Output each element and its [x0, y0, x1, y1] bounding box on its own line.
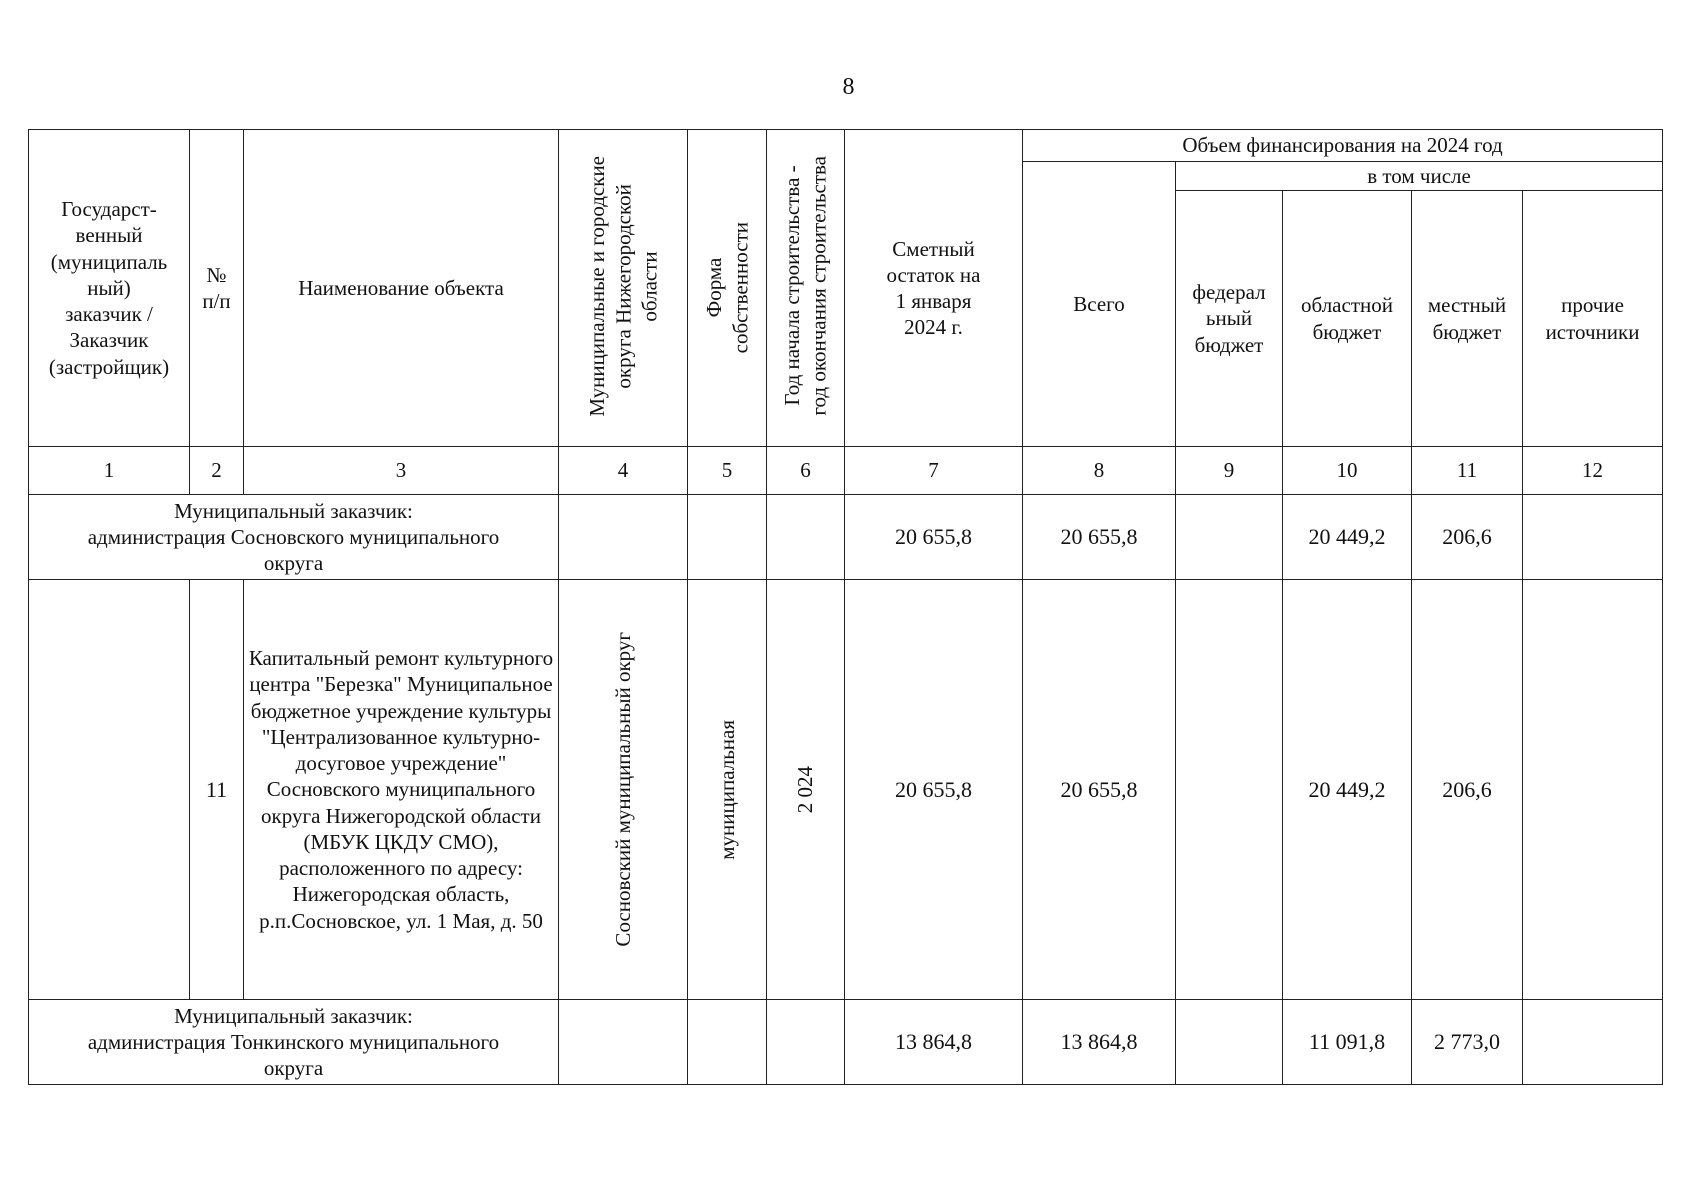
column-number: 9 — [1176, 447, 1283, 495]
empty-cell — [559, 495, 688, 580]
object-name: Капитальный ремонт культурного центра "Березка" Муниципальное бюджетное учреждение культуры "Централизованное культурно-досуговое учреждение" Сосновского муниципального округа Нижегородской области (МБУК ЦКДУ СМО), расположенного по адресу: Нижегородская область, р.п.Сосновское, ул. 1 Мая, д. 50 — [244, 580, 559, 1000]
customer-group-row — [29, 495, 1663, 580]
header-districts — [559, 130, 688, 447]
column-number: 8 — [1023, 447, 1176, 495]
header-local: местный бюджет — [1412, 191, 1523, 447]
empty-cell — [767, 1000, 845, 1085]
page-number: 8 — [842, 74, 855, 100]
total-value: 13 864,8 — [1023, 1000, 1176, 1085]
object-district — [559, 580, 688, 1000]
column-number: 3 — [244, 447, 559, 495]
header-districts-text: Муниципальные и городские округа Нижегородской области — [584, 155, 662, 417]
customer-group-row — [29, 1000, 1663, 1085]
column-number-row — [29, 447, 1663, 495]
header-years-text: Год начала строительства - год окончания строительства — [780, 156, 831, 416]
column-number: 1 — [29, 447, 190, 495]
header-other: прочие источники — [1523, 191, 1663, 447]
estimated-balance-value: 20 655,8 — [845, 580, 1023, 1000]
other-value — [1523, 1000, 1663, 1085]
header-estimated-balance: Сметный остаток на 1 января 2024 г. — [845, 130, 1023, 447]
regional-value: 20 449,2 — [1283, 495, 1412, 580]
header-customer: Государст- венный (муниципаль ный) заказчик / Заказчик (застройщик) — [29, 130, 190, 447]
header-ownership — [688, 130, 767, 447]
header-federal: федерал ьный бюджет — [1176, 191, 1283, 447]
object-index: 11 — [190, 580, 244, 1000]
other-value — [1523, 580, 1663, 1000]
regional-value: 20 449,2 — [1283, 580, 1412, 1000]
header-index: № п/п — [190, 130, 244, 447]
object-ownership — [688, 580, 767, 1000]
header-total: Всего — [1023, 162, 1176, 447]
empty-cell — [767, 495, 845, 580]
header-ownership-text: Форма собственности — [701, 222, 752, 354]
regional-value: 11 091,8 — [1283, 1000, 1412, 1085]
column-number: 11 — [1412, 447, 1523, 495]
federal-value — [1176, 580, 1283, 1000]
column-number: 6 — [767, 447, 845, 495]
empty-cell — [688, 1000, 767, 1085]
customer-group-label: Муниципальный заказчик: администрация Тонкинского муниципального округа — [29, 1000, 559, 1085]
header-object-name: Наименование объекта — [244, 130, 559, 447]
estimated-balance-value: 20 655,8 — [845, 495, 1023, 580]
federal-value — [1176, 495, 1283, 580]
column-number: 5 — [688, 447, 767, 495]
federal-value — [1176, 1000, 1283, 1085]
financing-table — [28, 129, 1663, 1085]
local-value: 206,6 — [1412, 495, 1523, 580]
empty-cell — [688, 495, 767, 580]
header-funding-group: Объем финансирования на 2024 год — [1023, 130, 1663, 162]
estimated-balance-value: 13 864,8 — [845, 1000, 1023, 1085]
column-number: 7 — [845, 447, 1023, 495]
object-years-text: 2 024 — [793, 765, 818, 814]
column-number: 4 — [559, 447, 688, 495]
customer-group-label: Муниципальный заказчик: администрация Сосновского муниципального округа — [29, 495, 559, 580]
object-years — [767, 580, 845, 1000]
column-number: 2 — [190, 447, 244, 495]
object-ownership-text: муниципальная — [714, 719, 739, 860]
header-including: в том числе — [1176, 162, 1663, 191]
column-number: 10 — [1283, 447, 1412, 495]
header-regional: областной бюджет — [1283, 191, 1412, 447]
object-row — [29, 580, 1663, 1000]
object-district-text: Сосновский муниципальный округ — [610, 632, 635, 947]
column-number: 12 — [1523, 447, 1663, 495]
total-value: 20 655,8 — [1023, 580, 1176, 1000]
total-value: 20 655,8 — [1023, 495, 1176, 580]
local-value: 2 773,0 — [1412, 1000, 1523, 1085]
empty-cell — [559, 1000, 688, 1085]
other-value — [1523, 495, 1663, 580]
local-value: 206,6 — [1412, 580, 1523, 1000]
header-years — [767, 130, 845, 447]
empty-cell — [29, 580, 190, 1000]
